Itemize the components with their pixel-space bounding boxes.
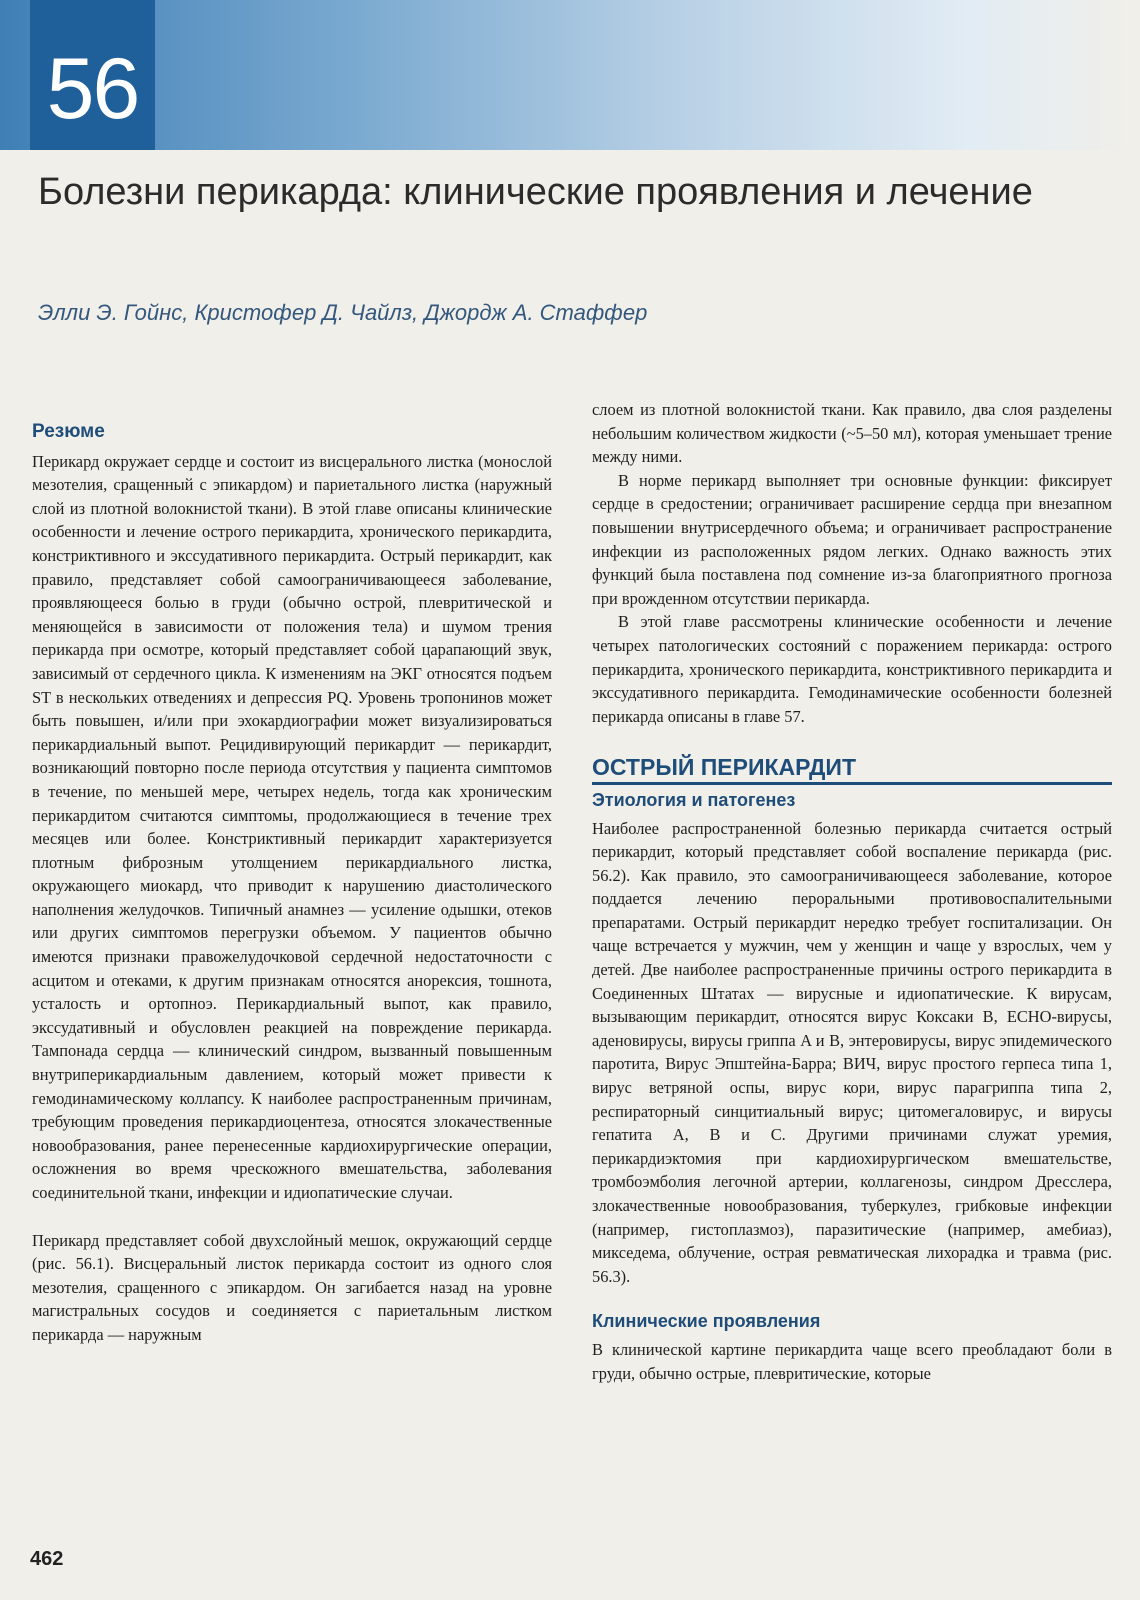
chapter-banner <box>0 0 1140 150</box>
intro-continuation: слоем из плотной волокнистой ткани. Как правило, два слоя разделены небольшим количеством жидкости (~5–50 мл), которая уменьшает трение между ними. <box>592 400 1112 467</box>
summary-heading: Резюме <box>32 421 105 442</box>
chapter-authors: Элли Э. Гойнс, Кристофер Д. Чайлз, Джордж А. Стаффер <box>38 300 648 325</box>
clinical-text: В клинической картине перикардита чаще всего преобладают боли в груди, обычно острые, плевритические, которые <box>592 1339 1112 1383</box>
etiology-heading: Этиология и патогенез <box>592 789 796 810</box>
right-column <box>592 398 1112 1385</box>
etiology-text: Наиболее распространенной болезнью перикарда считается острый перикардит, который представляет собой воспаление перикарда (рис. 56.2). Как правило, это самоограничивающееся заболевание, которое поддается лечению пероральными противовоспалительными препаратами. Острый перикардит нередко требует госпитализации. Он чаще встречается у мужчин, чем у женщин и чаще у взрослых, чем у детей. Две наиболее распространенные причины острого перикардита в Соединенных Штатах — вирусные и идиопатические. К вирусам, вызывающим перикардит, относятся вирус Коксаки B, ECHO-вирусы, аденовирусы, вирусы гриппа A и B, энтеровирусы, вирус эпидемического паротита, Вирус Эпштейна-Барра; ВИЧ, вирус простого герпеса типа 1, вирус ветряной оспы, вирус кори, вирус парагриппа типа 2, респираторный синцитиальный вирус; цитомегаловирус, и вирусы гепатита A, B и C. Другими причинами служат уремия, перикардиэктомия при кардиохирургическом вмешательстве, тромбоэмболия легочной артерии, коллагенозы, синдром Дресслера, злокачественные новообразования, туберкулез, грибковые инфекции (например, гистоплазмоз), паразитические (например, амебиаз), микседема, облучение, острая ревматическая лихорадка и травма (рис. 56.3). <box>592 818 1112 1286</box>
chapter-title: Болезни перикарда: клинические проявления и лечение <box>38 171 1033 213</box>
chapter-scope-paragraph: В этой главе рассмотрены клинические особенности и лечение четырех патологических состояний с поражением перикарда: острого перикардита, хронического перикардита, констриктивного перикардита и экссудативного перикардита. Гемодинамические особенности болезней перикарда описаны в главе 57. <box>592 612 1112 726</box>
summary-text: Перикард окружает сердце и состоит из висцерального листка (монослой мезотелия, сращенный с эпикардом) и париетального листка (наружный слой из плотной волокнистой ткани). В этой главе описаны клинические особенности и лечение острого перикардита, хронического перикардита, констриктивного и экссудативного перикардита. Острый перикардит, как правило, представляет собой самоограничивающееся заболевание, проявляющееся болью в груди (обычно острой, плевритической и меняющейся в зависимости от положения тела) и шумом трения перикарда при осмотре, который представляет собой царапающий звук, зависимый от сердечного цикла. К изменениям на ЭКГ относятся подъем ST в нескольких отведениях и депрессия PQ. Уровень тропонинов может быть повышен, и/или при эхокардиографии может визуализироваться перикардиальный выпот. Рецидивирующий перикардит — перикардит, возникающий повторно после периода отсутствия у пациента симптомов в течение, по меньшей мере, четырех недель, тогда как хроническим перикардитом считаются симптомы, продолжающиеся в течение трех месяцев или более. Констриктивный перикардит характеризуется плотным фиброзным утолщением перикардиального листка, окружающего миокард, что приводит к нарушению диастолического наполнения желудочков. Типичный анамнез — усиление одышки, отеков или других симптомов перегрузки объемом. У пациентов обычно имеются признаки правожелудочковой сердечной недостаточности с асцитом и отеками, к другим признакам относятся анорексия, тошнота, усталость и ортопноэ. Перикардиальный выпот, как правило, экссудативный и обусловлен реакцией на повреждение перикарда. Тампонада сердца — клинический синдром, вызванный повышенным внутриперикардиальным давлением, который может привести к гемодинамическому коллапсу. К наиболее распространенным причинам, требующим проведения перикардиоцентеза, относятся злокачественные новообразования, ранее перенесенные кардиохирургические операции, осложнения во время чрескожного вмешательства, заболевания соединительной ткани, инфекции и идиопатические случаи. <box>32 451 552 1202</box>
page-number: 462 <box>30 1548 64 1570</box>
chapter-number-box <box>30 0 155 150</box>
intro-paragraph: Перикард представляет собой двухслойный мешок, окружающий сердце (рис. 56.1). Висцеральный листок перикарда состоит из одного слоя мезотелия, сращенного с эпикардом. Он загибается назад на уровне магистральных сосудов и соединяется с париетальным листком перикарда — наружным <box>32 1230 552 1344</box>
acute-pericarditis-heading: ОСТРЫЙ ПЕРИКАРДИТ <box>592 756 1112 785</box>
functions-paragraph: В норме перикард выполняет три основные функции: фиксирует сердце в средостении; ограничивает расширение сердца при внезапном повышении внутрисердечного объема; и ограничивает распространение инфекции из расположенных рядом легких. Однако важность этих функций была поставлена под сомнение из-за благоприятного прогноза при врожденном отсутствии перикарда. <box>592 470 1112 608</box>
chapter-number: 56 <box>46 41 139 137</box>
left-column <box>32 420 552 1347</box>
clinical-heading: Клинические проявления <box>592 1311 821 1332</box>
